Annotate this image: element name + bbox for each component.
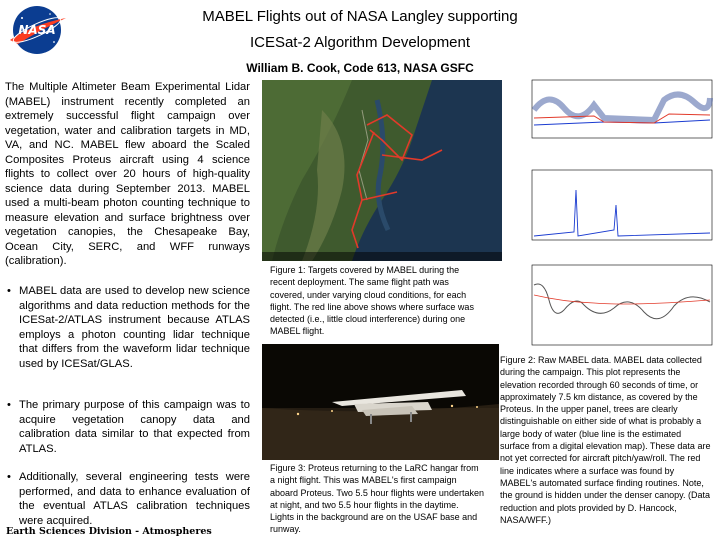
- proteus-aircraft-photo: [262, 344, 499, 460]
- bullet-item: [5, 470, 250, 528]
- bullet-text: Additionally, several engineering tests were performed, and data to enhance evaluation of the eventual ATLAS calibration techniques were acquired.: [19, 471, 250, 527]
- figure-2-caption: Figure 2: Raw MABEL data. MABEL data collected during the campaign. This plot represents the elevation recorded through 60 seconds of time, or approximately 7.5 km distance, as covered by the Proteus. In the upper panel, trees are clearly distinguishable on either side of what is probably a large body of water (blue line is the estimated surface from a digital elevation map). These data are not yet corrected for aircraft pitch/yaw/roll. The red line indicates where a surface was found by MABEL's automated surface finding routines. Note, the ground is hidden under the denser canopy. (Data reduction and plots provided by D. Hancock, NASA/WFF.): [500, 355, 711, 525]
- nasa-logo-text: NASA: [18, 23, 56, 37]
- bullet-text: MABEL data are used to develop new science algorithms and data reduction methods for the ICESat-2/ATLAS instrument because ATLAS employs a photon counting lidar technique that differs from the waveform lidar technique used by ICESat/GLAS.: [19, 285, 250, 370]
- raw-data-plots: [504, 70, 718, 350]
- bullet-item: [5, 398, 250, 456]
- author-line: William B. Cook, Code 613, NASA GSFC: [246, 61, 474, 75]
- bullet-symbol: •: [7, 285, 11, 297]
- flight-map-image: [262, 80, 502, 261]
- division-footer: Earth Sciences Division - Atmospheres: [6, 526, 212, 537]
- figure-3-caption: Figure 3: Proteus returning to the LaRC hangar from a night flight. This was MABEL's first campaign aboard Proteus. Two 5.5 hour flights were undertaken at night, and two 5.5 hour flights in the daytime. Lights in the background are on the USAF base and runway.: [270, 463, 484, 535]
- intro-paragraph: The Multiple Altimeter Beam Experimental Lidar (MABEL) instrument recently completed an extremely successful flight campaign over vegetation, water and calibration targets in MD, VA, and NC. MABEL flew aboard the Scaled Composites Proteus aircraft using 4 science flights to collect over 20 hours of high-quality science data during September 2013. MABEL used a multi-beam photon counting technique to measure elevation and surface brightness over vegetation canopies, the Chesapeake Bay, Ocean City, SERC, and WFF runways (calibration).: [5, 81, 250, 267]
- bullet-item: [5, 284, 250, 371]
- title-line-1: MABEL Flights out of NASA Langley supporting: [202, 8, 518, 25]
- bullet-symbol: •: [7, 471, 11, 483]
- bullet-symbol: •: [7, 399, 11, 411]
- bullet-text: The primary purpose of this campaign was to acquire vegetation canopy data and calibration data similar to that expected from ATLAS.: [19, 399, 250, 455]
- figure-1-caption: Figure 1: Targets covered by MABEL during the recent deployment. The same flight path was covered, under varying cloud conditions, for each flight. The red line above shows where surface was detected (i.e., little cloud interference) during one MABEL flight.: [270, 265, 474, 337]
- nasa-logo: [4, 4, 70, 56]
- title-line-2: ICESat-2 Algorithm Development: [249, 34, 471, 51]
